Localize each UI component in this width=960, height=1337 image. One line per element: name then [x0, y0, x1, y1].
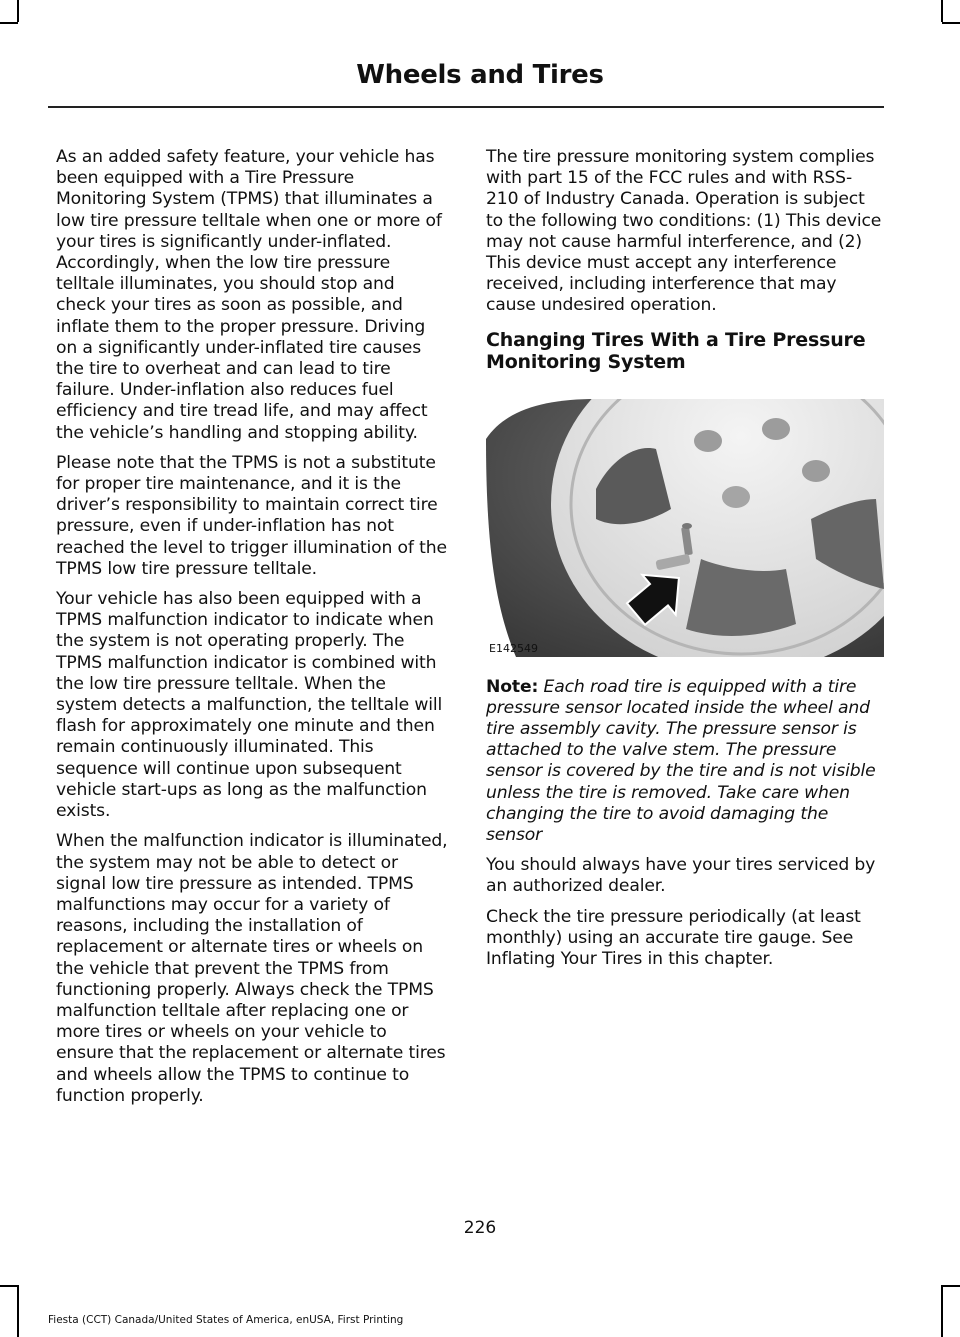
- paragraph-fcc-compliance: The tire pressure monitoring system complies with part 15 of the FCC rules and with RSS-210 of Industry Canada. Operation is subject to the following two conditions: (1) This device may not cause harmful interference, and (2) This device must accept any interference received, including interference that may cause undesired operation.: [486, 147, 882, 316]
- paragraph-tpms-intro: As an added safety feature, your vehicle has been equipped with a Tire Pressure Monitoring System (TPMS) that illuminates a low tire pressure telltale when one or more of your tires is significantly under-inflated. Accordingly, when the low tire pressure telltale illuminates, you should stop and check your tires as soon as possible, and inflate them to the proper pressure. Driving on a significantly under-inflated tire causes the tire to overheat and can lead to tire failure. Under-inflation also reduces fuel efficiency and tire tread life, and may affect the vehicle’s handling and stopping ability.: [56, 147, 442, 443]
- crop-mark-bottom-left: [17, 1285, 19, 1337]
- note-text: Each road tire is equipped with a tire pressure sensor located inside the wheel and tire assembly cavity. The pressure sensor is attached to the valve stem. The pressure sensor is covered by the tire and is not visible unless the tire is removed. Take care when changing the tire to avoid damaging the sensor: [486, 676, 876, 846]
- crop-mark-bottom-left-h: [0, 1285, 18, 1287]
- crop-mark-bottom-right-h: [942, 1285, 960, 1287]
- section-heading: Changing Tires With a Tire Pressure Monitoring System: [486, 328, 866, 373]
- crop-mark-bottom-right: [941, 1285, 943, 1337]
- crop-mark-top-right: [941, 0, 943, 22]
- paragraph-malfunction-indicator: Your vehicle has also been equipped with a TPMS malfunction indicator to indicate when the system is not operating properly. The TPMS malfunction indicator is combined with the low tire pressure telltale. When the system detects a malfunction, the telltale will flash for approximately one minute and then remain continuously illuminated. This sequence will continue upon subsequent vehicle start-ups as long as the malfunction exists.: [56, 589, 443, 822]
- crop-mark-top-left: [17, 0, 19, 22]
- wheel-illustration: [486, 399, 884, 657]
- note-label: Note:: [486, 676, 539, 697]
- lug-nut: [762, 418, 790, 440]
- paragraph-service-dealer: You should always have your tires serviced by an authorized dealer.: [486, 855, 876, 897]
- lug-nut: [722, 486, 750, 508]
- page-number: 226: [463, 1218, 497, 1238]
- footer-edition: Fiesta (CCT) Canada/United States of America, enUSA, First Printing: [48, 1314, 404, 1326]
- paragraph-check-pressure: Check the tire pressure periodically (at least monthly) using an accurate tire gauge. See Inflating Your Tires in this chapter.: [486, 906, 861, 970]
- page-title: Wheels and Tires: [356, 60, 604, 90]
- crop-mark-top-left-h: [0, 22, 18, 24]
- right-column: [486, 147, 884, 979]
- lug-nut: [802, 460, 830, 482]
- paragraph-malfunction-causes: When the malfunction indicator is illuminated, the system may not be able to detect or signal low tire pressure as intended. TPMS malfunctions may occur for a variety of reasons, including the installation of replacement or alternate tires or wheels on the vehicle that prevent the TPMS from functioning properly. Always check the TPMS malfunction telltale after replacing one or more tires or wheels on your vehicle to ensure that the replacement or alternate tires and wheels allow the TPMS to continue to function properly.: [56, 831, 448, 1106]
- note-paragraph: [486, 677, 884, 847]
- tire-sensor-illustration: [486, 399, 884, 657]
- header-divider: [48, 106, 884, 108]
- lug-nut: [694, 430, 722, 452]
- paragraph-tpms-maintenance: Please note that the TPMS is not a substitute for proper tire maintenance, and it is the driver’s responsibility to maintain correct tire pressure, even if under-inflation has not reached the level to trigger illumination of the TPMS low tire pressure telltale.: [56, 452, 447, 579]
- left-column: [56, 147, 448, 1116]
- crop-mark-top-right-h: [942, 22, 960, 24]
- figure-code: E142549: [489, 641, 538, 655]
